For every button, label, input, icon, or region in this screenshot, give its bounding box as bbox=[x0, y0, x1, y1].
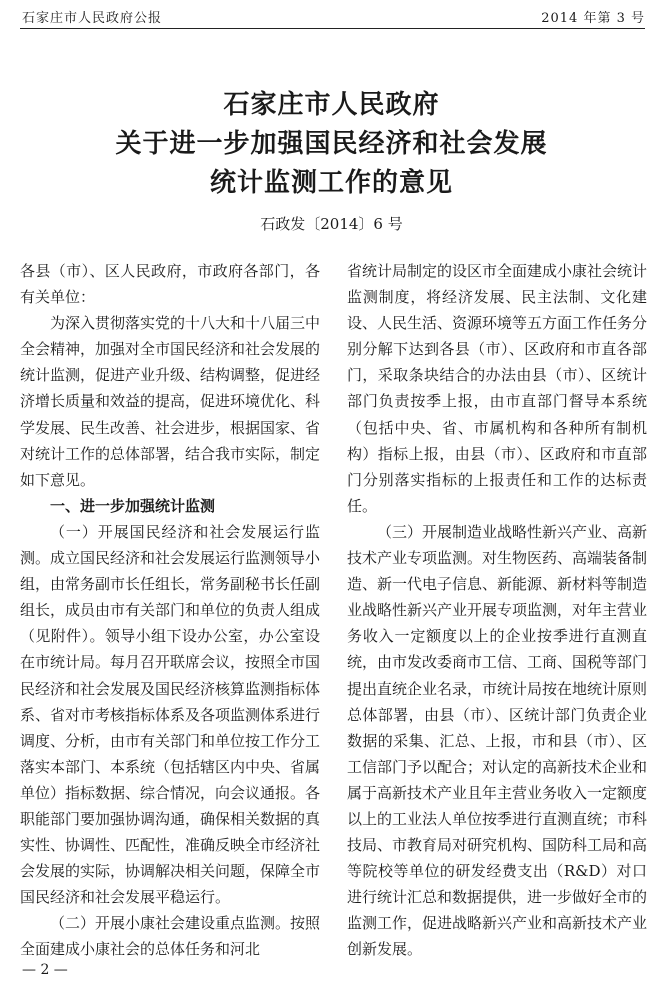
addressee: 各县（市）、区人民政府，市政府各部门，各有关单位： bbox=[20, 262, 320, 307]
title-line-2: 关于进一步加强国民经济和社会发展 bbox=[115, 129, 548, 159]
document-number: 石政发〔2014〕6 号 bbox=[260, 215, 403, 233]
item-3-paragraph: （三）开展制造业战略性新兴产业、高新技术产业专项监测。对生物医药、高端装备制造、新一代电子信息、新能源、新材料等制造业战略性新兴产业开展专项监测，对年主营业务收入一定额度以上的企业按季进行直测直统，由市发改委商市工信、工商、国税等部门提出直统企业名录，市统计局按在地统计原则总体部署，由县（市）、区统计部门负责企业数据的采集、汇总、上报，市和县（市）、区工信部门予以配合；对认定的高新技术企业和属于高新技术产业且年主营业务收入一定额度以上的工业法人单位按季进行直测直统；市科技局、市教育局对研究机构、国防科工局和高等院校等单位的研发经费支出（R&D）对口进行统计汇总和数据提供，进一步做好全市的监测工作，促进战略新兴产业和高新技术产业创新发展。 bbox=[347, 522, 648, 959]
issue-number: 2014 年第 3 号 bbox=[541, 11, 645, 26]
header-rule bbox=[20, 28, 645, 29]
intro-paragraph: 为深入贯彻落实党的十八大和十八届三中全会精神，加强对全市国民经济和社会发展的统计监测，促进产业升级、结构调整，促进经济增长质量和效益的提高，促进环境优化、科学发展、民生改善、社会进步，根据国家、省对统计工作的总体部署，结合我市实际，制定如下意见。 bbox=[20, 314, 321, 489]
item-2-paragraph-continued: 省统计局制定的设区市全面建成小康社会统计监测制度，将经济发展、民主法制、文化建设、人民生活、资源环境等五方面工作任务分别分解下达到各县（市）、区政府和市直各部门，采取条块结合的办法由县（市）、区统计部门负责按季上报，由市直部门督导本系统（包括中央、省、市属机构和各种所有制机构）指标上报，由县（市）、区政府和市直部门分别落实指标的上报责任和工作的达标责任。 bbox=[347, 262, 648, 515]
page-number: — 2 — bbox=[22, 962, 68, 978]
page-header bbox=[20, 0, 645, 32]
right-column bbox=[347, 258, 647, 963]
section-1-heading: 一、进一步加强统计监测 bbox=[50, 496, 216, 515]
item-2-paragraph-start: （二）开展小康社会建设重点监测。按照全面建成小康社会的总体任务和河北 bbox=[20, 914, 321, 959]
publication-name: 石家庄市人民政府公报 bbox=[22, 11, 163, 26]
left-column bbox=[20, 258, 320, 963]
document-title bbox=[0, 86, 663, 203]
title-line-3: 统计监测工作的意见 bbox=[209, 168, 453, 198]
title-line-1: 石家庄市人民政府 bbox=[223, 90, 440, 120]
item-1-paragraph: （一）开展国民经济和社会发展运行监测。成立国民经济和社会发展运行监测领导小组，由常务副市长任组长，常务副秘书长任副组长，成员由市有关部门和单位的负责人组成（见附件）。领导小组下设办公室，办公室设在市统计局。每月召开联席会议，按照全市国民经济和社会发展及国民经济核算监测指标体系、省对市考核指标体系及各项监测体系进行调度、分析，由市有关部门和单位按工作分工落实本部门、本系统（包括辖区内中央、省属单位）指标数据、综合情况，向会议通报。各职能部门要加强协调沟通，确保相关数据的真实性、协调性、匹配性，准确反映全市经济社会发展的实际，协调解决相关问题，保障全市国民经济和社会发展平稳运行。 bbox=[20, 522, 321, 907]
